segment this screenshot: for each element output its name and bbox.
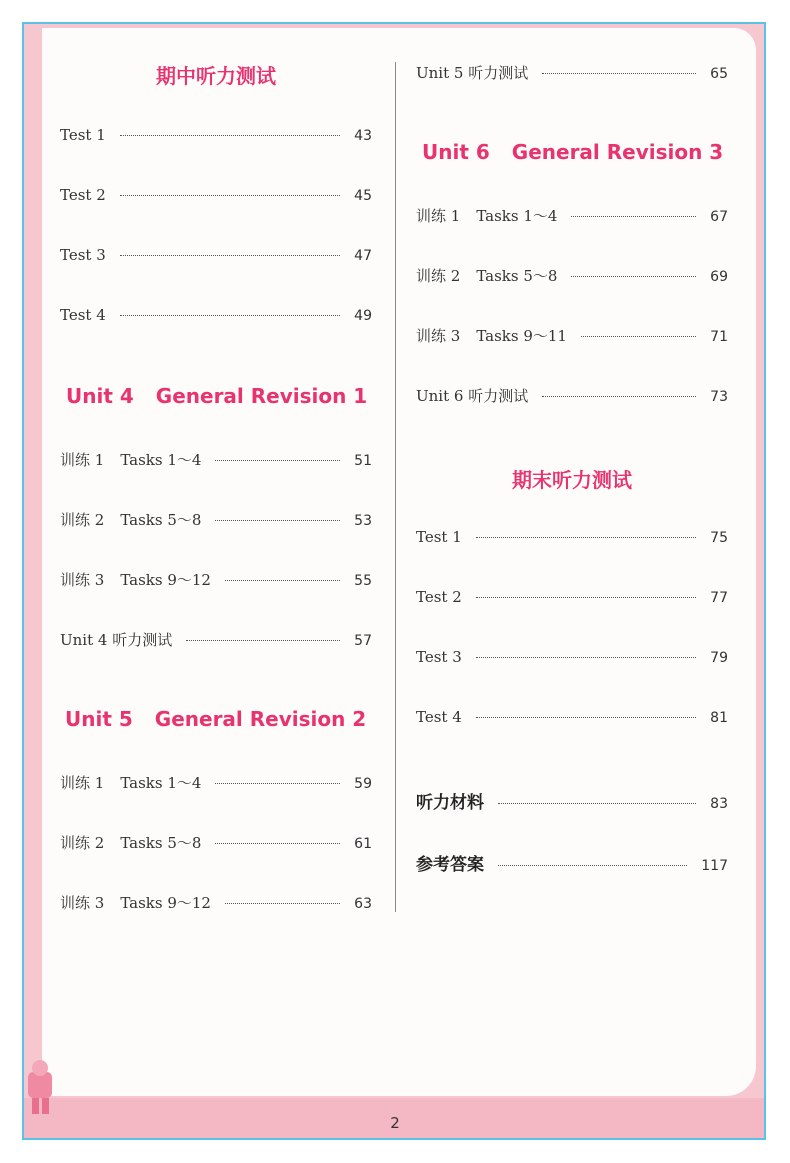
toc-entry[interactable]: Test 2 77 bbox=[416, 588, 728, 606]
page-number: 55 bbox=[354, 573, 372, 589]
toc-entry[interactable]: 训练 3 Tasks 9～11 71 bbox=[416, 327, 728, 345]
leader-dots bbox=[225, 903, 340, 904]
leader-dots bbox=[120, 255, 340, 256]
toc-entry[interactable]: 训练 3 Tasks 9～12 63 bbox=[60, 894, 372, 912]
toc-entry[interactable]: Test 1 43 bbox=[60, 126, 372, 144]
leader-dots bbox=[225, 580, 340, 581]
toc-entry-answers[interactable]: 参考答案 117 bbox=[416, 855, 728, 875]
column-divider bbox=[395, 62, 396, 912]
leader-dots bbox=[215, 843, 340, 844]
page-number: 63 bbox=[354, 896, 372, 912]
section-title-final: 期末听力测试 bbox=[512, 468, 632, 492]
page-number: 69 bbox=[710, 269, 728, 285]
toc-entry[interactable]: Unit 6 听力测试 73 bbox=[416, 387, 728, 405]
toc-entry[interactable]: Test 4 49 bbox=[60, 306, 372, 324]
page-number: 47 bbox=[354, 248, 372, 264]
page-number: 67 bbox=[710, 209, 728, 225]
leader-dots bbox=[571, 216, 696, 217]
leader-dots bbox=[120, 195, 340, 196]
toc-entry-materials[interactable]: 听力材料 83 bbox=[416, 793, 728, 813]
toc-entry[interactable]: Unit 4 听力测试 57 bbox=[60, 631, 372, 649]
toc-entry[interactable]: Test 4 81 bbox=[416, 708, 728, 726]
page-number: 81 bbox=[710, 710, 728, 726]
page-number: 71 bbox=[710, 329, 728, 345]
toc-entry[interactable]: 训练 1 Tasks 1～4 59 bbox=[60, 774, 372, 792]
page-number: 61 bbox=[354, 836, 372, 852]
section-title-midterm: 期中听力测试 bbox=[156, 64, 276, 88]
page-number: 117 bbox=[701, 858, 728, 874]
leader-dots bbox=[215, 783, 340, 784]
leader-dots bbox=[542, 396, 696, 397]
page-number: 83 bbox=[710, 796, 728, 812]
leader-dots bbox=[186, 640, 340, 641]
leader-dots bbox=[498, 803, 696, 804]
page-number: 75 bbox=[710, 530, 728, 546]
toc-entry[interactable]: Test 2 45 bbox=[60, 186, 372, 204]
page-number-footer: 2 bbox=[390, 1114, 400, 1132]
section-title-unit4: Unit 4 General Revision 1 bbox=[66, 384, 368, 408]
toc-entry[interactable]: Test 3 47 bbox=[60, 246, 372, 264]
leader-dots bbox=[120, 135, 340, 136]
page-number: 79 bbox=[710, 650, 728, 666]
page-number: 57 bbox=[354, 633, 372, 649]
toc-entry[interactable]: 训练 2 Tasks 5～8 53 bbox=[60, 511, 372, 529]
toc-entry[interactable]: 训练 2 Tasks 5～8 61 bbox=[60, 834, 372, 852]
leader-dots bbox=[476, 657, 696, 658]
leader-dots bbox=[476, 597, 696, 598]
page-number: 73 bbox=[710, 389, 728, 405]
toc-entry[interactable]: Unit 5 听力测试 65 bbox=[416, 64, 728, 82]
page-number: 51 bbox=[354, 453, 372, 469]
leader-dots bbox=[542, 73, 696, 74]
toc-entry[interactable]: 训练 3 Tasks 9～12 55 bbox=[60, 571, 372, 589]
leader-dots bbox=[571, 276, 696, 277]
page-number: 77 bbox=[710, 590, 728, 606]
page-number: 45 bbox=[354, 188, 372, 204]
cartoon-figure-icon bbox=[24, 1058, 58, 1118]
page-number: 49 bbox=[354, 308, 372, 324]
page-number: 59 bbox=[354, 776, 372, 792]
leader-dots bbox=[476, 717, 696, 718]
section-title-unit5: Unit 5 General Revision 2 bbox=[65, 707, 367, 731]
leader-dots bbox=[581, 336, 696, 337]
toc-entry[interactable]: 训练 1 Tasks 1～4 67 bbox=[416, 207, 728, 225]
toc-entry[interactable]: 训练 1 Tasks 1～4 51 bbox=[60, 451, 372, 469]
leader-dots bbox=[498, 865, 687, 866]
leader-dots bbox=[215, 460, 340, 461]
leader-dots bbox=[120, 315, 340, 316]
leader-dots bbox=[476, 537, 696, 538]
leader-dots bbox=[215, 520, 340, 521]
page-number: 43 bbox=[354, 128, 372, 144]
toc-entry[interactable]: Test 1 75 bbox=[416, 528, 728, 546]
page-number: 53 bbox=[354, 513, 372, 529]
toc-entry[interactable]: 训练 2 Tasks 5～8 69 bbox=[416, 267, 728, 285]
page-number: 65 bbox=[710, 66, 728, 82]
section-title-unit6: Unit 6 General Revision 3 bbox=[422, 140, 724, 164]
toc-entry[interactable]: Test 3 79 bbox=[416, 648, 728, 666]
